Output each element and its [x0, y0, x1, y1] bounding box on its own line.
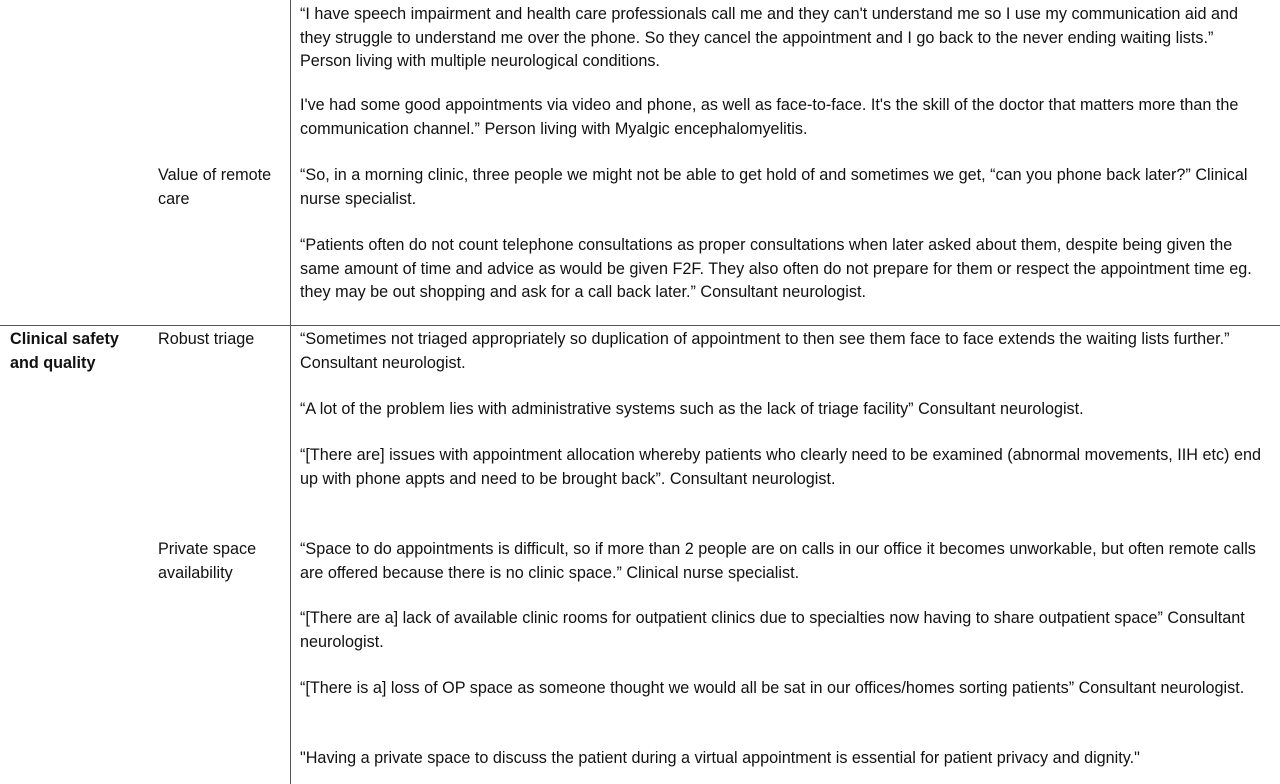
subtheme-private-space-availability: Private space availability	[158, 540, 257, 582]
quote-space-to-do-appointments: “Space to do appointments is difficult, so if more than 2 people are on calls in our office it becomes unworkable, but often remote calls are offered because there is no clinic space.” Clinical nurse specialist.	[300, 540, 1256, 582]
subtheme-robust-triage: Robust triage	[158, 330, 255, 348]
quote-morning-clinic: “So, in a morning clinic, three people we might not be able to get hold of and sometimes we get, “can you phone back later?” Clinical nurse specialist.	[300, 166, 1248, 208]
quote-private-space-essential: "Having a private space to discuss the patient during a virtual appointment is essential for patient privacy and dignity."	[300, 749, 1140, 767]
quote-lack-of-clinic-rooms: “[There are a] lack of available clinic rooms for outpatient clinics due to specialties now having to share outpatient space” Consultant neurologist.	[300, 609, 1245, 651]
column-divider	[290, 0, 291, 784]
quote-not-triaged: “Sometimes not triaged appropriately so duplication of appointment to then see them face to face extends the waiting lists further.” Consultant neurologist.	[300, 330, 1230, 372]
theme-clinical-safety-and-quality: Clinical safety and quality	[10, 330, 119, 372]
subtheme-value-of-remote-care: Value of remote care	[158, 166, 272, 208]
quote-good-appointments: I've had some good appointments via video and phone, as well as face-to-face. It's the skill of the doctor that matters more than the communication channel.” Person living with Myalgic encephalomyelitis.	[300, 96, 1239, 138]
quote-appointment-allocation: “[There are] issues with appointment allocation whereby patients who clearly need to be examined (abnormal movements, IIH etc) end up with phone appts and need to be brought back”. Consultant neurologist.	[300, 446, 1261, 488]
quote-administrative-systems: “A lot of the problem lies with administrative systems such as the lack of triage facility” Consultant neurologist.	[300, 400, 1084, 418]
row-divider	[0, 325, 1280, 326]
quote-loss-of-op-space: “[There is a] loss of OP space as someone thought we would all be sat in our offices/homes sorting patients” Consultant neurologist.	[300, 679, 1245, 697]
quote-speech-impairment: “I have speech impairment and health care professionals call me and they can't understand me so I use my communication aid and they struggle to understand me over the phone. So they cancel the appointment and I go back to the never ending waiting lists.” Person living with multiple neurological conditions.	[300, 5, 1238, 70]
quote-telephone-consultations: “Patients often do not count telephone consultations as proper consultations when later asked about them, despite being given the same amount of time and advice as would be given F2F. They also often do not prepare for them or respect the appointment time eg. they may be out shopping and ask for a call back later.” Consultant neurologist.	[300, 236, 1252, 301]
